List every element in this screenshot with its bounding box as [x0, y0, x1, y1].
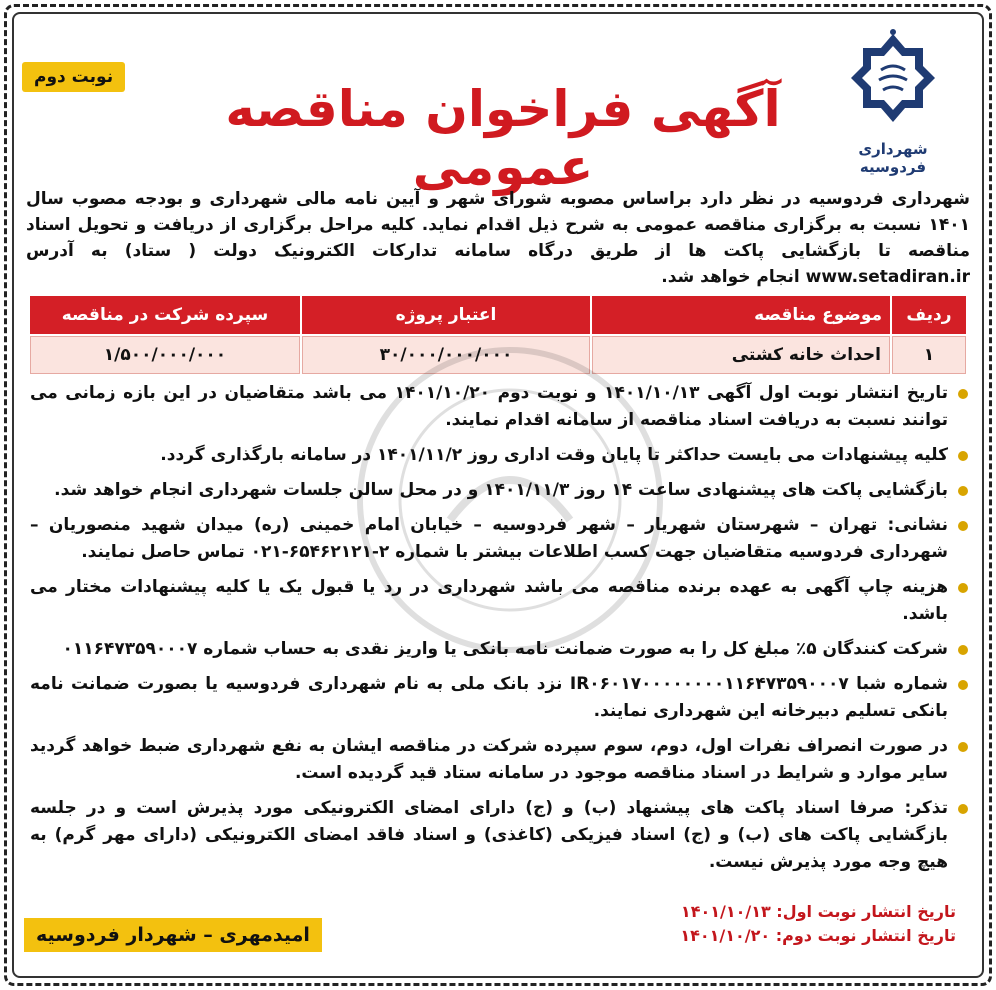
- intro-paragraph: شهرداری فردوسیه در نظر دارد براساس مصوبه شورای شهر و آیین نامه مالی شهرداری و بودجه مصوب سال ۱۴۰۱ نسبت به برگزاری مناقصه عمومی به شرح ذیل اقدام نماید. کلیه مراحل برگزاری از دریافت و تحویل اسناد مناقصه تا بازگشایی پاکت ها از طریق درگاه سامانه تدارکات الکترونیک دولت ( ستاد) به آدرس www.setadiran.ir انجام خواهد شد.: [26, 189, 970, 287]
- col-header-project-credit: اعتبار پروژه: [302, 296, 590, 334]
- list-item: [30, 512, 970, 566]
- bullet-dot-icon: [958, 486, 968, 496]
- bullet-dot-icon: [958, 680, 968, 690]
- cell-project-credit: ۳۰/۰۰۰/۰۰۰/۰۰۰: [302, 336, 590, 374]
- second-publication-badge: نوبت دوم: [22, 62, 125, 92]
- list-item: [30, 795, 970, 876]
- list-item-text: تذکر: صرفا اسناد پاکت های پیشنهاد (ب) و (ج) دارای امضای الکترونیکی مورد پذیرش است و در جلسه بازگشایی پاکت های (ب) و (ج) اسناد فیزیکی (کاغذی) و اسناد فاقد امضای الکترونیکی (دارای مهر گرم) به هیچ وجه مورد پذیرش نیست.: [30, 798, 948, 872]
- bullet-dot-icon: [958, 742, 968, 752]
- mayor-signature: امیدمهری – شهردار فردوسیه: [24, 918, 322, 952]
- bullet-dot-icon: [958, 451, 968, 461]
- list-item-text: نشانی: تهران – شهرستان شهریار – شهر فردوسیه – خیابان امام خمینی (ره) میدان شهید منصوریان – شهرداری فردوسیه متقاضیان جهت کسب اطلاعات بیشتر با شماره ۲-۶۵۴۶۲۱۲۱-۰۲۱ تماس حاصل نمایند.: [30, 515, 948, 562]
- list-item-text: شرکت کنندگان ۵٪ مبلغ کل را به صورت ضمانت نامه بانکی یا واریز نقدی به حساب شماره ۰۱۱۶۴۷۳۵۹۰۰۰۷: [62, 639, 948, 659]
- cell-deposit: ۱/۵۰۰/۰۰۰/۰۰۰: [30, 336, 300, 374]
- logo-caption: شهرداری فردوسیه: [858, 140, 928, 176]
- list-item: [30, 671, 970, 725]
- second-publication-date: تاریخ انتشار نوبت دوم: ۱۴۰۱/۱۰/۲۰: [680, 926, 956, 945]
- list-item: [30, 733, 970, 787]
- list-item-text: کلیه پیشنهادات می بایست حداکثر تا پایان وقت اداری روز ۱۴۰۱/۱۱/۲ در سامانه بارگذاری گردد.: [160, 445, 948, 465]
- list-item: [30, 636, 970, 663]
- bullet-dot-icon: [958, 389, 968, 399]
- municipality-logo: [828, 28, 958, 176]
- conditions-list: [30, 380, 970, 884]
- notice-title: آگهی فراخوان مناقصه عمومی: [225, 80, 781, 196]
- first-publication-date: تاریخ انتشار نوبت اول: ۱۴۰۱/۱۰/۱۳: [680, 902, 956, 921]
- bullet-dot-icon: [958, 804, 968, 814]
- bullet-dot-icon: [958, 583, 968, 593]
- list-item-text: هزینه چاپ آگهی به عهده برنده مناقصه می باشد شهرداری در رد یا قبول یک یا کلیه پیشنهادات مختار می باشد.: [30, 577, 948, 624]
- col-header-subject: موضوع مناقصه: [592, 296, 890, 334]
- list-item: [30, 442, 970, 469]
- list-item: [30, 477, 970, 504]
- cell-row-number: ۱: [892, 336, 966, 374]
- list-item-text: در صورت انصراف نفرات اول، دوم، سوم سپرده شرکت در مناقصه ایشان به نفع شهرداری ضبط خواهد گردید سایر موارد و شرایط در اسناد مناقصه موجود در سامانه ستاد قید گردیده است.: [30, 736, 948, 783]
- list-item-text: بازگشایی پاکت های پیشنهادی ساعت ۱۴ روز ۱۴۰۱/۱۱/۳ و در محل سالن جلسات شهرداری انجام خواهد شد.: [54, 480, 948, 500]
- list-item-text: شماره شبا IR۰۶۰۱۷۰۰۰۰۰۰۰۰۱۱۶۴۷۳۵۹۰۰۰۷ نزد بانک ملی به نام شهرداری فردوسیه یا بصورت ضمانت نامه بانکی تسلیم دبیرخانه این شهرداری نمایند.: [30, 674, 948, 721]
- bullet-dot-icon: [958, 645, 968, 655]
- col-header-row-number: ردیف: [892, 296, 966, 334]
- col-header-deposit: سپرده شرکت در مناقصه: [30, 296, 300, 334]
- list-item-text: تاریخ انتشار نوبت اول آگهی ۱۴۰۱/۱۰/۱۳ و نوبت دوم ۱۴۰۱/۱۰/۲۰ می باشد متقاضیان در این بازه زمانی می توانند نسبت به دریافت اسناد مناقصه از سامانه اقدام نمایند.: [30, 383, 948, 430]
- bullet-dot-icon: [958, 521, 968, 531]
- cell-subject: احداث خانه کشتی: [592, 336, 890, 374]
- list-item: [30, 380, 970, 434]
- publication-dates: [680, 900, 956, 948]
- list-item: [30, 574, 970, 628]
- emblem-icon: [845, 28, 941, 138]
